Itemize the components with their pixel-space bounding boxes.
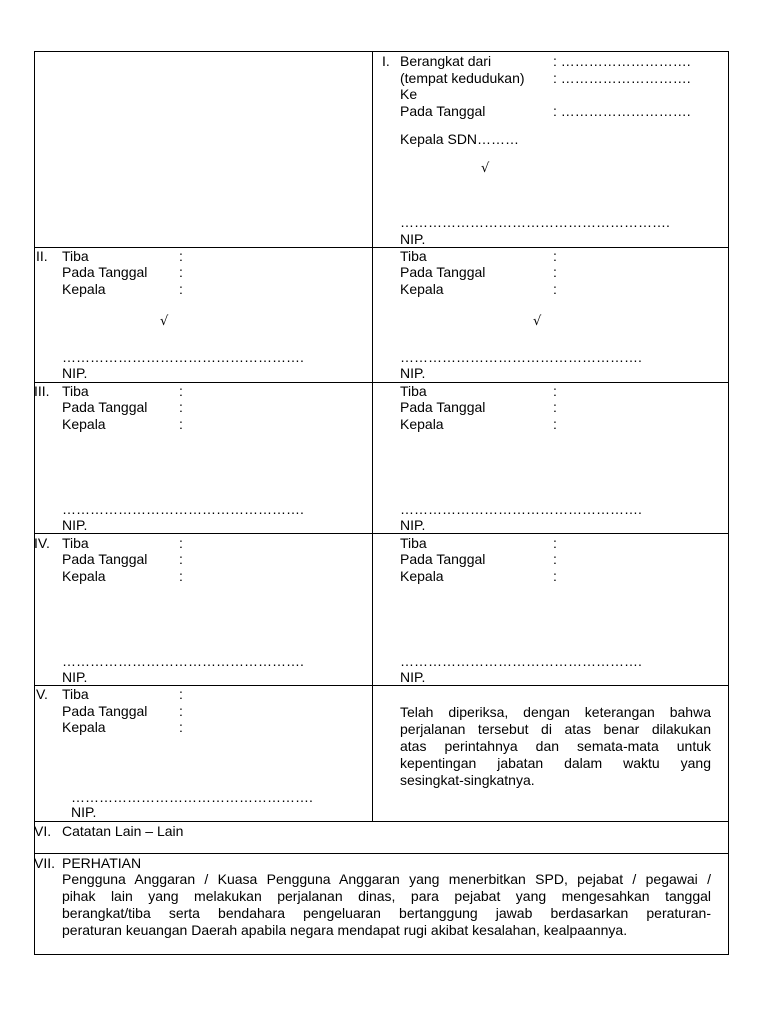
kepala-label: Kepala xyxy=(62,416,106,432)
verification-line: atas perintahnya dan semata-mata untuk xyxy=(400,738,711,754)
verification-line: Telah diperiksa, dengan keterangan bahwa xyxy=(400,704,711,720)
tiba-label: Tiba xyxy=(400,248,427,264)
check-mark: √ xyxy=(533,314,542,329)
colon: : xyxy=(179,399,183,415)
row-divider xyxy=(35,853,728,854)
signature-line: ……………………………………………. xyxy=(62,653,304,669)
nip-label: NIP. xyxy=(400,231,426,247)
section-iii-number: III. xyxy=(34,383,50,399)
tiba-label: Tiba xyxy=(400,535,427,551)
tanggal-berangkat-label: Pada Tanggal xyxy=(400,103,486,119)
section-v-number: V. xyxy=(36,686,48,702)
tanggal-berangkat-value: : ………………………. xyxy=(553,103,691,119)
perhatian-line: peraturan keuangan Daerah apabila negara mendapat rugi akibat kesalahan, kealpaannya. xyxy=(62,922,628,938)
colon: : xyxy=(179,568,183,584)
nip-label: NIP. xyxy=(400,517,426,533)
pada-tanggal-label: Pada Tanggal xyxy=(62,399,148,415)
colon: : xyxy=(553,264,557,280)
colon: : xyxy=(179,686,183,702)
verification-text xyxy=(400,704,711,789)
colon: : xyxy=(179,248,183,264)
signature-line: ……………………………………………. xyxy=(400,501,642,517)
section-i-number: I. xyxy=(382,53,390,69)
nip-label: NIP. xyxy=(62,365,88,381)
kepala-sdn-label: Kepala SDN……… xyxy=(400,131,520,147)
row-divider xyxy=(35,533,728,534)
section-ii-number: II. xyxy=(36,248,48,264)
signature-line: ……………………………………………. xyxy=(400,653,642,669)
pada-tanggal-label: Pada Tanggal xyxy=(62,264,148,280)
pada-tanggal-label: Pada Tanggal xyxy=(400,399,486,415)
nip-label: NIP. xyxy=(400,669,426,685)
perhatian-title: PERHATIAN xyxy=(62,855,142,871)
kepala-label: Kepala xyxy=(400,568,444,584)
perhatian-text xyxy=(62,871,711,939)
pada-tanggal-label: Pada Tanggal xyxy=(62,551,148,567)
colon: : xyxy=(179,551,183,567)
tempat-kedudukan-value: : ………………………. xyxy=(553,70,691,86)
colon: : xyxy=(553,416,557,432)
pada-tanggal-label: Pada Tanggal xyxy=(400,551,486,567)
berangkat-dari-label: Berangkat dari xyxy=(400,53,492,69)
ke-label: Ke xyxy=(400,86,418,102)
kepala-label: Kepala xyxy=(62,719,106,735)
tiba-label: Tiba xyxy=(400,383,427,399)
kepala-label: Kepala xyxy=(62,568,106,584)
section-vii-number: VII. xyxy=(34,855,56,871)
colon: : xyxy=(553,248,557,264)
nip-label: NIP. xyxy=(62,669,88,685)
tiba-label: Tiba xyxy=(62,248,89,264)
colon: : xyxy=(553,568,557,584)
row-divider xyxy=(35,247,728,248)
kepala-label: Kepala xyxy=(62,281,106,297)
perhatian-line: berangkat/tiba serta bendahara pengeluaran bertanggung jawab berdasarkan peraturan- xyxy=(62,905,711,921)
colon: : xyxy=(179,535,183,551)
colon: : xyxy=(553,281,557,297)
nip-label: NIP. xyxy=(71,804,97,820)
catatan-label: Catatan Lain – Lain xyxy=(62,823,184,839)
signature-line: …………………………………………………. xyxy=(400,214,670,230)
colon: : xyxy=(553,399,557,415)
perhatian-line: pihak lain yang melakukan perjalanan dinas, para pejabat yang mengesahkan tanggal xyxy=(62,888,711,904)
check-mark: √ xyxy=(160,314,169,329)
column-divider xyxy=(372,52,373,821)
nip-label: NIP. xyxy=(62,517,88,533)
row-divider xyxy=(35,382,728,383)
colon: : xyxy=(179,719,183,735)
berangkat-dari-value: : ………………………. xyxy=(553,53,691,69)
kepala-label: Kepala xyxy=(400,281,444,297)
section-vi-number: VI. xyxy=(34,823,52,839)
colon: : xyxy=(553,535,557,551)
pada-tanggal-label: Pada Tanggal xyxy=(400,264,486,280)
kepala-label: Kepala xyxy=(400,416,444,432)
row-divider xyxy=(35,685,728,686)
colon: : xyxy=(553,383,557,399)
colon: : xyxy=(179,264,183,280)
signature-line: ……………………………………………. xyxy=(62,349,304,365)
signature-line: ……………………………………………. xyxy=(62,501,304,517)
row-divider xyxy=(35,821,728,822)
colon: : xyxy=(179,416,183,432)
tempat-kedudukan-label: (tempat kedudukan) xyxy=(400,70,525,86)
verification-line: sesingkat-singkatnya. xyxy=(400,772,535,788)
colon: : xyxy=(179,703,183,719)
verification-line: kepentingan jabatan dalam waktu yang xyxy=(400,755,711,771)
tiba-label: Tiba xyxy=(62,535,89,551)
verification-line: perjalanan tersebut di atas benar dilakukan xyxy=(400,721,711,737)
nip-label: NIP. xyxy=(400,365,426,381)
tiba-label: Tiba xyxy=(62,686,89,702)
section-iv-number: IV. xyxy=(34,535,50,551)
pada-tanggal-label: Pada Tanggal xyxy=(62,703,148,719)
tiba-label: Tiba xyxy=(62,383,89,399)
colon: : xyxy=(179,383,183,399)
colon: : xyxy=(179,281,183,297)
signature-line: ……………………………………………. xyxy=(71,789,313,805)
colon: : xyxy=(553,551,557,567)
signature-line: ……………………………………………. xyxy=(400,349,642,365)
perhatian-line: Pengguna Anggaran / Kuasa Pengguna Anggaran yang menerbitkan SPD, pejabat / pegawai / xyxy=(62,871,711,887)
check-mark: √ xyxy=(481,161,490,176)
